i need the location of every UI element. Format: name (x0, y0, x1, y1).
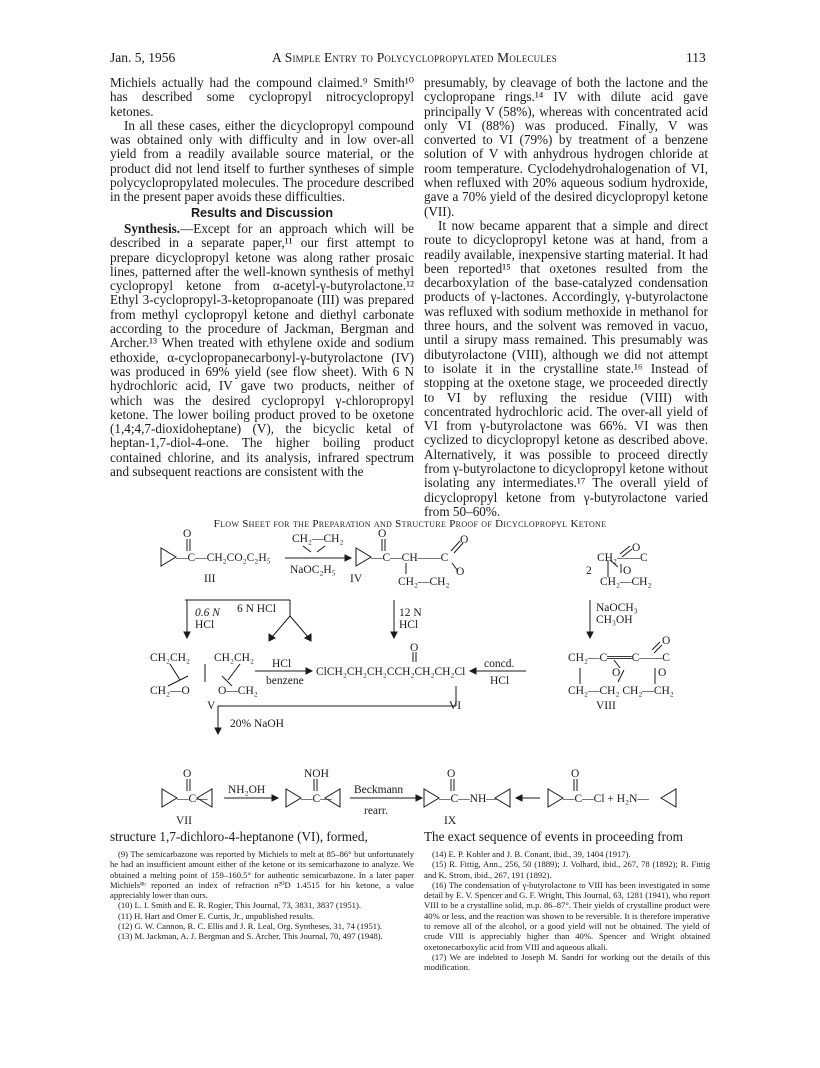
amide-formula: —C—NH— (439, 793, 498, 805)
noh-group: NOH (304, 768, 329, 780)
iii-carbonyl-o: O (183, 528, 192, 540)
hcl-benzene-top: HCl (272, 658, 292, 670)
lactone-bottom: CH₂—CH₂ (600, 576, 652, 588)
footnote-13: (13) M. Jackman, A. J. Bergman and S. Archer, This Journal, 70, 497 (1948). (118, 931, 383, 942)
conc-hcl-label: HCl (490, 675, 510, 687)
conc-label: concd. (484, 658, 515, 670)
synthesis-text: —Except for an approach which will be described in a separate paper,¹¹ our first attempt to prepare dicyclopropyl ketone was along rather prosaic lines, patterned after the well-known synthesis of methyl cyclopropyl ketone from α-acetyl-γ-butyrolactone.¹² Ethyl 3-cyclopropyl-3-ketopropanoate (III) was prepared from methyl cyclopropyl ketone and diethyl carbonate according to the procedure of Jackman, Bergman and Archer.¹³ When treated with ethylene oxide and sodium ethoxide, α-cyclopropanecarbonyl-γ-butyrolactone (IV) was produced in 69% yield (see flow sheet). With 6 N hydrochloric acid, IV gave two products, neither of which was the desired cyclopropyl γ-chloropropyl ketone. The lower boiling product proved to be oxetone (1,4;4,7-dioxidoheptane) (V), the bicyclic ketal of heptan-1,7-diol-4-one. The higher boiling product contained chlorine, and its analysis, infrared spectrum and subsequent reactions are consistent with the (110, 220, 414, 480)
vii-carbonyl-o: O (183, 768, 192, 780)
footnote-10: (10) L. I. Smith and E. R. Rogier, This Journal, 73, 3831, 3837 (1951). (118, 900, 361, 911)
cyclopropane-ring-iii (161, 548, 176, 566)
right-paragraph-2: It now became apparent that a simple and direct route to dicyclopropyl ketone was at hand, from a readily available, inexpensive starting material. It had been reported¹⁵ that oxetones resulted from the decarboxylation of the base-catalyzed condensation products of γ-lactones. Accordingly, γ-butyrolactone was refluxed with sodium methoxide in methanol for three hours, and the solvent was removed in vacuo, until a sirupy mass remained. This presumably was dibutyrolactone (VIII), although we did not attempt to isolate it in the crystalline state.¹⁶ Instead of stopping at the oxetone stage, we proceeded directly to VI by refluxing the residue (VIII) with concentrated hydrochloric acid. The over-all yield of VI from γ-butyrolactone was 66%. VI was then cyclized to dicyclopropyl ketone as described above. Alternatively, it was possible to proceed directly from γ-butyrolactone to dicyclopropyl ketone without isolating any intermediates.¹⁷ The overall yield of dicyclopropyl ketone from γ-butyrolactone varied from 50–60%. (424, 217, 708, 519)
lactone-o1: O (632, 542, 641, 554)
footnotes-left (110, 849, 414, 942)
left-paragraph-1: Michiels actually had the compound claimed.⁹ Smith¹⁰ has described some cyclopropyl nitrocyclopropyl ketones. (110, 75, 414, 119)
synthesis-lead: Synthesis. (124, 220, 181, 236)
beckmann-label: Beckmann (354, 784, 404, 796)
vi-label: VI (449, 700, 462, 712)
page-number: 113 (686, 50, 706, 65)
footnote-12: (12) G. W. Cannon, R. C. Ellis and J. R. Leal, Org. Syntheses, 31, 74 (1951). (118, 921, 383, 932)
lactone-top: CH₂——C (597, 552, 648, 564)
ix-carbonyl-o: O (447, 768, 456, 780)
flow-sheet-caption-text: Flow Sheet for the Preparation and Structure Proof of Dicyclopropyl Ketone (213, 518, 607, 530)
iii-formula: —C—CH₂CO₂C₂H₅ (176, 552, 271, 564)
dilute-hcl-conc: 0.6 N (195, 607, 220, 619)
iv-lactone-o2: O (456, 566, 465, 578)
right-paragraph-1: presumably, by cleavage of both the lactone and the cyclopropane rings.¹⁴ IV with dilute acid gave principally V (58%), whereas with concentrated acid only VI (88%) was produced. Finally, V was converted to VI (79%) by treatment of a benzene solution of V with anhydrous hydrogen chloride at room temperature. Cyclodehydrohalogenation of VI, when refluxed with 20% aqueous sodium hydroxide, gave a 70% yield of the desired dicyclopropyl ketone (VII). (424, 75, 708, 219)
naoc2h5-reagent: NaOC₂H₅ (290, 564, 336, 576)
footnote-16: (16) The condensation of γ-butyrolactone to VIII has been investigated in some detail by E. V. Spencer and G. F. Wright, This Journal, 63, 1281 (1941), who report VIII to be a crystalline solid, m.p. 86–87°. Their yields of crystalline product were 40% or less, and the reaction was shown to be reversible. It is therefore imperative to remove all of the alcohol, or a good yield will not be obtained. The yield of crude VIII is appreciably higher than 40%. Spencer and Wright obtained oxetonecarboxylic acid from VIII and aqueous alkali. (424, 879, 710, 952)
v-top-right: CH₂CH₂ (214, 652, 254, 664)
acyl-carbonyl-o: O (571, 768, 580, 780)
iii-label: III (204, 573, 216, 585)
nh2oh-reagent: NH₂OH (228, 784, 266, 796)
v-top-left: CH₂CH₂ (150, 652, 190, 664)
footnote-15: (15) R. Fittig, Ann., 256, 50 (1889); J. Volhard, ibid., 267, 78 (1892); R. Fittig and K. Strom, ibid., 267, 191 (1892). (424, 859, 710, 880)
running-date: Jan. 5, 1956 (110, 50, 176, 65)
left-paragraph-2: In all these cases, either the dicyclopropyl compound was obtained only with difficulty and in low over-all yield from a readily available source material, or the product did not lend itself to further syntheses of simple polycyclopropylated molecules. The procedure described in the present paper avoids these difficulties. (110, 117, 414, 205)
iv-formula: —C—CH——C (371, 552, 449, 564)
footnotes-right (424, 849, 710, 973)
footnote-17: (17) We are indebted to Joseph M. Sandri for working out the details of this modification. (424, 951, 710, 973)
vi-carbonyl-o: O (410, 642, 419, 654)
ethylene-oxide-bond (303, 546, 311, 552)
vii-label: VII (176, 815, 192, 827)
iv-carbonyl-o: O (378, 528, 387, 540)
ch3oh-reagent: CH₃OH (596, 614, 633, 626)
ethylene-oxide-formula: CH₂—CH₂ (292, 533, 344, 545)
viii-bottom: CH₂—CH₂ CH₂—CH₂ (568, 685, 674, 697)
dilute-hcl: HCl (195, 619, 215, 631)
cyclopropane-ring-vii-left (162, 789, 177, 807)
left-continuation: structure 1,7-dichloro-4-heptanone (VI), formed, (110, 829, 368, 844)
v-bottom-right: O—CH₂ (218, 685, 258, 697)
section-heading: Results and Discussion (190, 205, 334, 220)
hcl-benzene-bottom: benzene (266, 675, 304, 687)
viii-top: CH₂—C═══C——C (568, 652, 670, 664)
footnote-11: (11) H. Hart and Omer E. Curtis, Jr., unpublished results. (118, 910, 315, 921)
viii-o2: O (612, 667, 621, 679)
footnote-14: (14) E. P. Kohler and J. B. Conant, ibid., 39, 1404 (1917). (432, 849, 631, 859)
viii-label: VIII (596, 700, 616, 712)
naoch3-reagent: NaOCH₃ (596, 602, 638, 614)
arrow-to-vi (290, 616, 308, 637)
arrow-to-v (272, 616, 290, 637)
v-label: V (207, 700, 216, 712)
running-title: A Simple Entry to Polycyclopropylated Molecules (272, 50, 557, 65)
lactone-coefficient: 2 (586, 565, 592, 577)
vii-ketone-c: —C— (177, 793, 208, 805)
iv-label: IV (350, 573, 363, 585)
viii-o1: O (662, 635, 671, 647)
naoh-reagent: 20% NaOH (230, 718, 284, 730)
right-continuation: The exact sequence of events in proceeding from (424, 829, 683, 844)
cyclopropane-ring-iv (356, 548, 371, 566)
v-bottom-left: CH₂—O (150, 685, 190, 697)
rearr-label: rearr. (364, 805, 388, 817)
vi-formula: ClCH₂CH₂CH₂CCH₂CH₂CH₂Cl (316, 666, 466, 678)
acyl-chloride-formula: —C—Cl + H₂N— (563, 793, 649, 805)
iv-lactone-o1: O (460, 534, 469, 546)
footnote-9: (9) The semicarbazone was reported by Michiels to melt at 85–86° but unfortunately he had an insufficient amount either of the ketone or its semicarbazone to analyze. We obtained a melting point of 159–160.5° for authentic semicarbazone. In a later paper Michiels⁸ᵇ reported an index of refraction n²⁰D 1.4515 for his ketone, a value appreciably lower than ours. (110, 849, 414, 901)
iv-ring-formula: CH₂—CH₂ (398, 576, 450, 588)
lactone-o2: O (623, 565, 632, 577)
twelve-n: 12 N (399, 607, 422, 619)
oxime-c: —C— (301, 793, 332, 805)
ix-label: IX (444, 815, 457, 827)
viii-o3: O (658, 667, 667, 679)
six-n-hcl: 6 N HCl (237, 603, 276, 615)
twelve-n-hcl: HCl (399, 619, 419, 631)
